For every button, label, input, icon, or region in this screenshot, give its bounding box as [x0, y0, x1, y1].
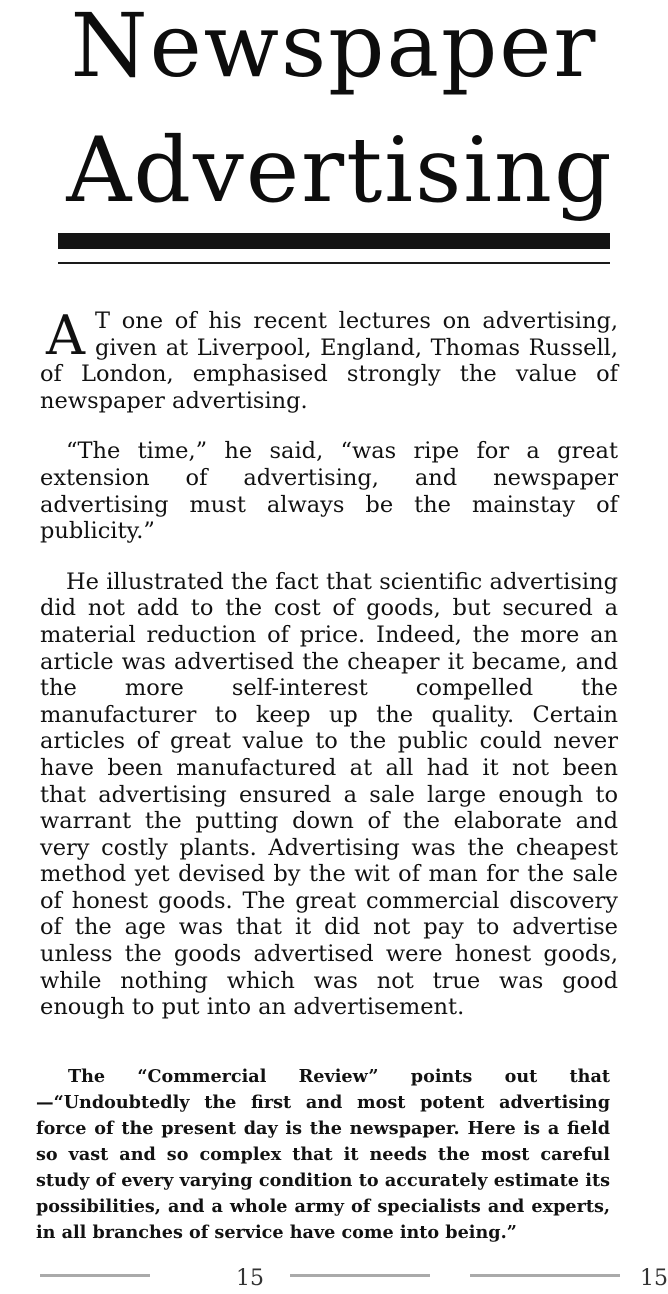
footer-noise-3: [470, 1274, 620, 1277]
commercial-review-quote: [36, 1064, 610, 1246]
article-body: [40, 304, 618, 1045]
headline-rule-thin: [58, 262, 610, 264]
article-paragraph-3: He illustrated the fact that scientific advertising did not add to the cost of goods, but secured a material reduction of price. Indeed, the more an article was advertised the cheaper it became, and the more self-interest compelled the manufacturer to keep up the quality. Certain articles of great value to the public could never have been manufactured at all had it not been that advertising ensured a sale large enough to warrant the putting down of the elaborate and very costly plants. Advertising was the cheapest method yet devised by the wit of man for the sale of honest goods. The great commercial discovery of the age was that it did not pay to advertise unless the goods advertised were honest goods, while nothing which was not true was good enough to put into an advertisement.: [40, 568, 618, 1021]
footer-mark-1: 15: [236, 1266, 264, 1291]
quote-paragraph: The “Commercial Review” points out that—“Undoubtedly the first and most potent advertising force of the present day is the newspaper. Here is a field so vast and so complex that it needs the most careful study of every varying condition to accurately estimate its possibilities, and a whole army of specialists and experts, in all branches of service have come into being.”: [36, 1066, 610, 1243]
lead-text: T one of his recent lectures on advertising, given at Liverpool, England, Thomas Russell, of London, emphasised strongly the value of newspaper advertising.: [40, 308, 618, 414]
article-paragraph-2: “The time,” he said, “was ripe for a great extension of advertising, and newspaper advertising must always be the mainstay of publicity.”: [40, 438, 618, 545]
headline-line-1: Newspaper: [70, 0, 598, 97]
article-paragraph-1: [40, 304, 618, 414]
headline-line-2: Advertising: [66, 118, 614, 223]
drop-cap: A: [46, 304, 85, 367]
headline-rule-thick: [58, 233, 610, 249]
footer-noise-1: [40, 1274, 150, 1277]
footer-noise-2: [290, 1274, 430, 1277]
footer-mark-2: 15: [640, 1266, 668, 1291]
footer-strip: [0, 1262, 668, 1294]
